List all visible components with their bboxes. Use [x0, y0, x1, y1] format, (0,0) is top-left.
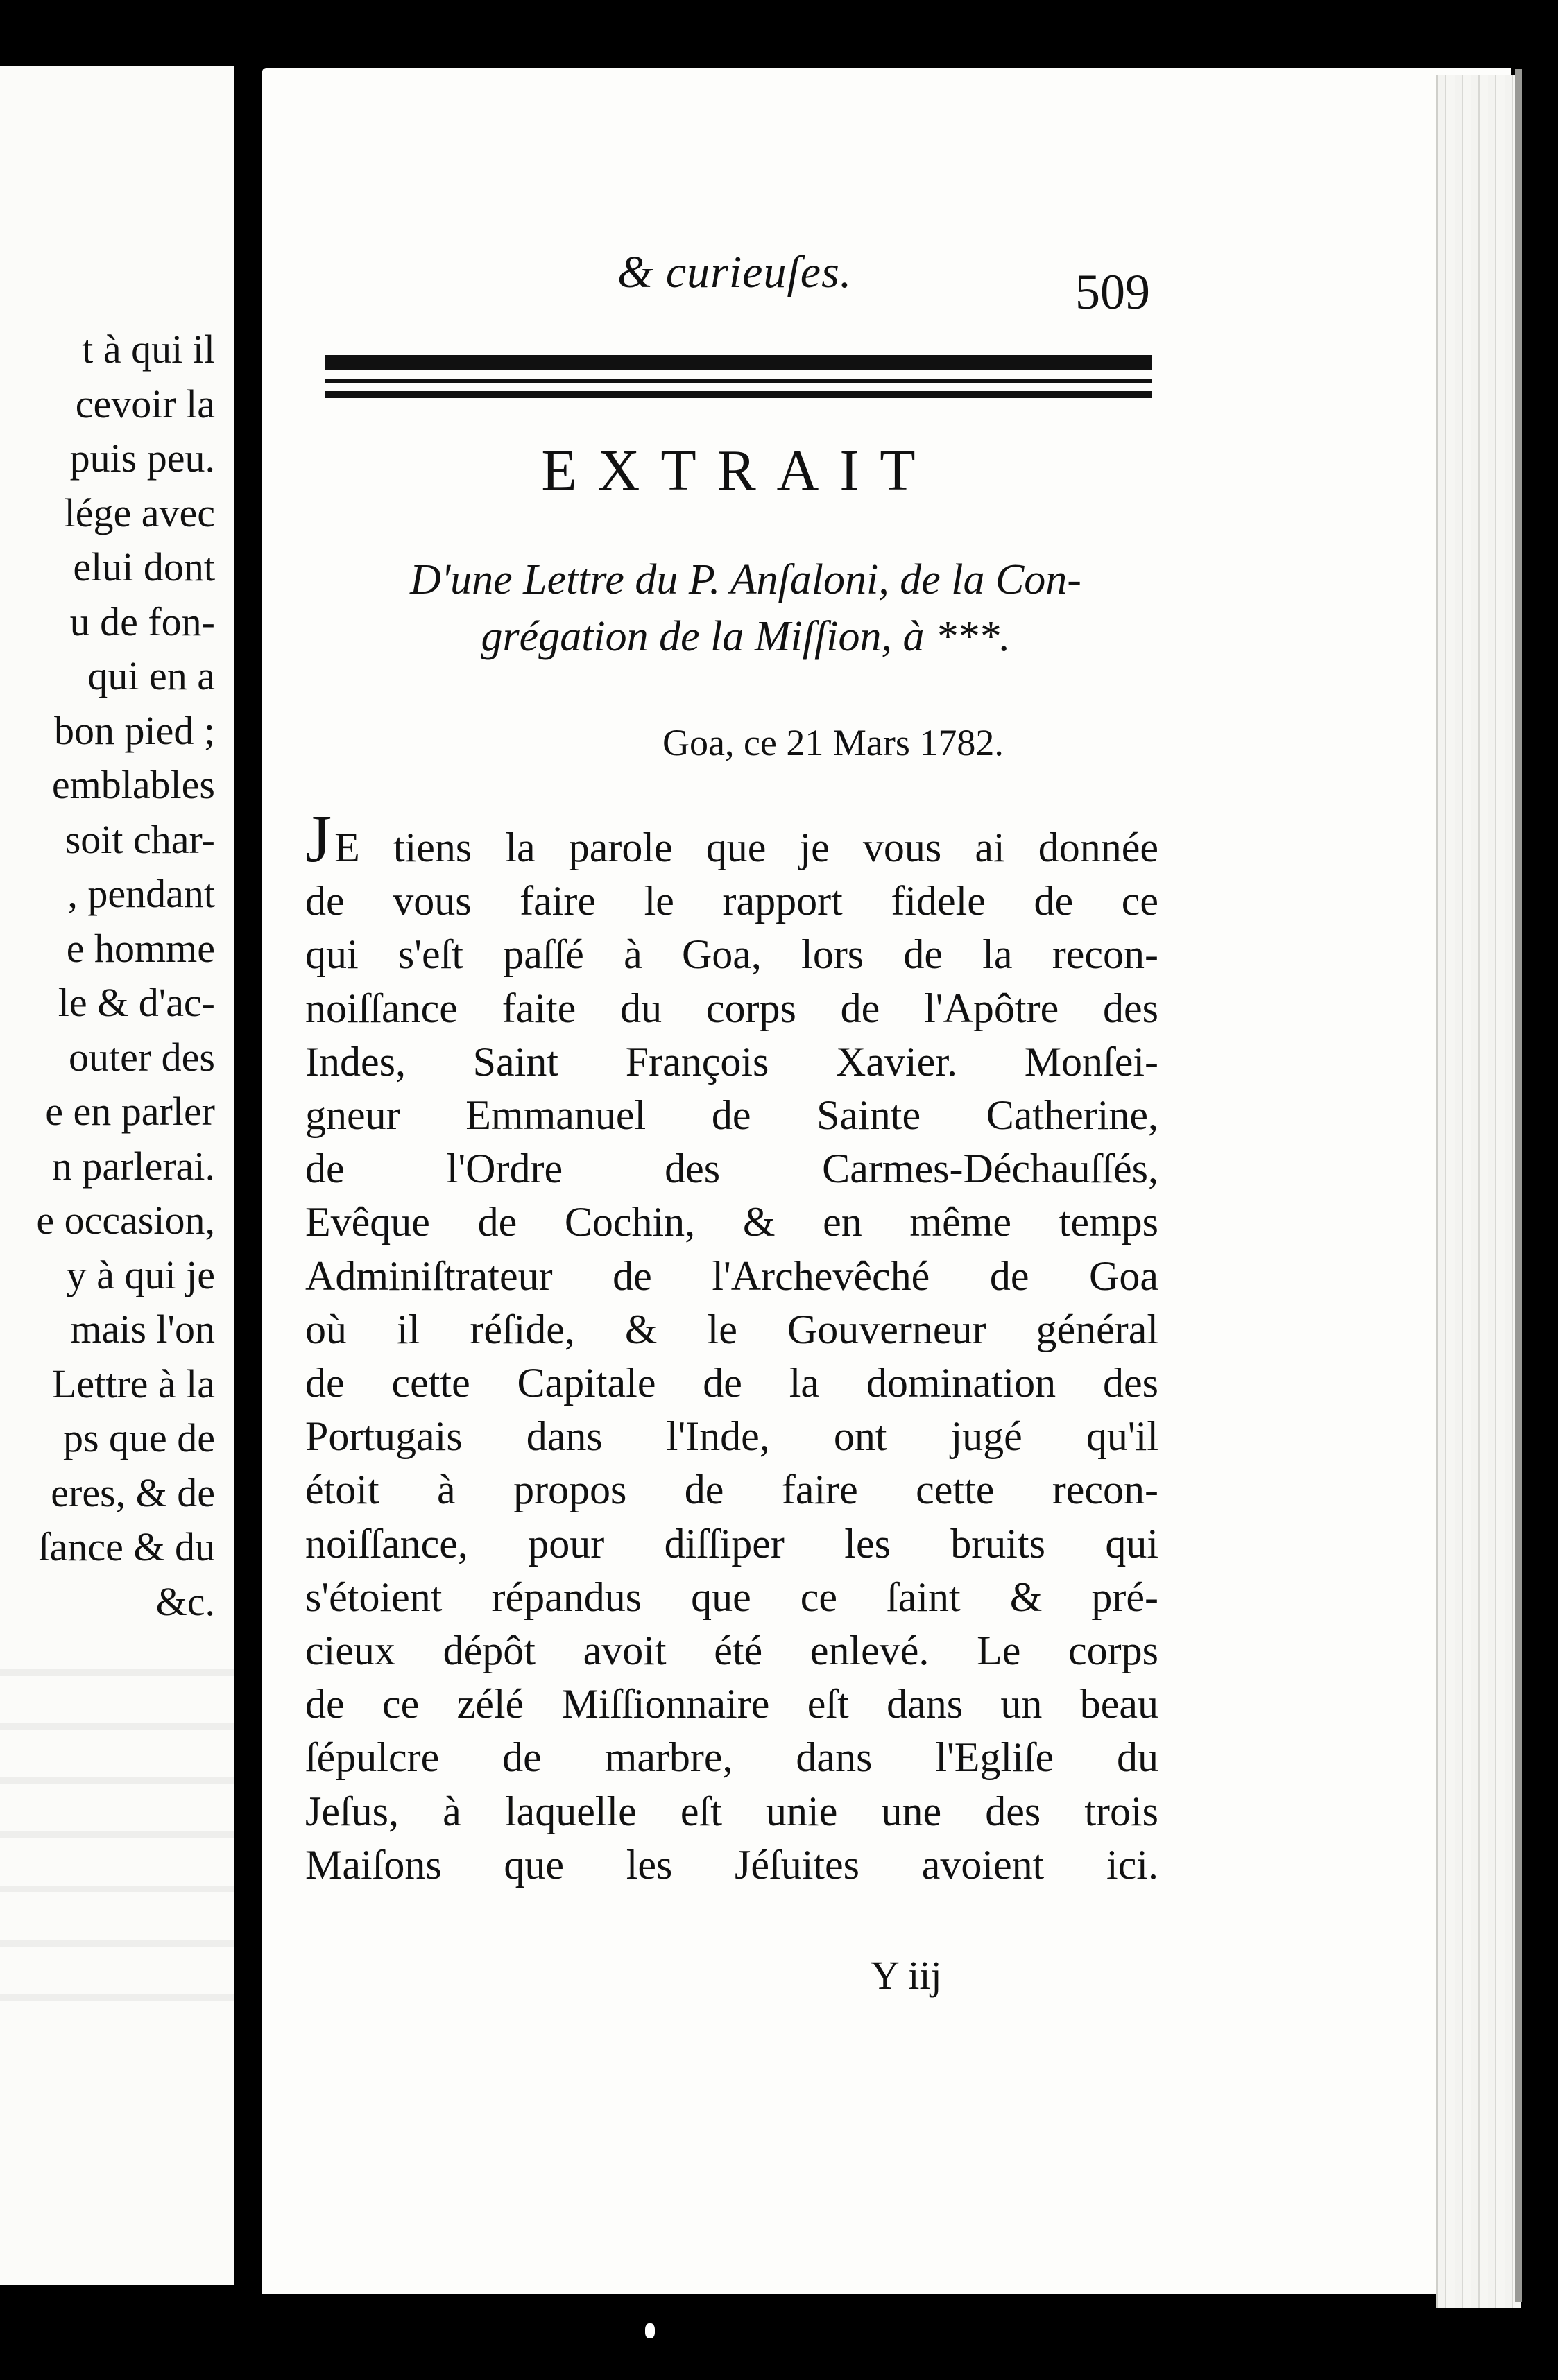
body-line: Evêque de Cochin, & en même temps: [305, 1199, 1158, 1245]
page-stack-edge: [1436, 75, 1521, 2308]
body-line: s'étoient répandus que ce ſaint & pré-: [305, 1573, 1158, 1620]
left-page-text: [0, 322, 215, 1629]
left-line: mais l'on: [70, 1307, 215, 1352]
left-line: , pendant: [67, 871, 215, 916]
left-line: lége avec: [64, 490, 215, 535]
body-line: de l'Ordre des Carmes-Déchauſſés,: [305, 1146, 1158, 1192]
left-line: n parlerai.: [51, 1143, 215, 1189]
left-line: &c.: [155, 1578, 215, 1624]
running-head: & curieuſes.: [617, 247, 853, 298]
dust-speck: [645, 2323, 655, 2338]
header-rule-lower: [325, 391, 1152, 398]
left-line: elui dont: [73, 544, 215, 589]
letter-dateline: Goa, ce 21 Mars 1782.: [662, 722, 1004, 764]
left-line: e occasion,: [36, 1198, 215, 1243]
body-line: cieux dépôt avoit été enlevé. Le corps: [305, 1628, 1158, 1674]
page-number: 509: [1075, 264, 1150, 320]
left-line: ſance & du: [38, 1524, 215, 1569]
left-line: cevoir la: [75, 381, 215, 426]
letter-body: [305, 802, 1158, 1892]
bleed-through-texture: [0, 1633, 234, 2021]
left-line: eres, & de: [51, 1469, 215, 1515]
subtitle-line-1: D'une Lettre du P. Anſaloni, de la Con-: [410, 556, 1081, 603]
left-line: bon pied ;: [54, 707, 215, 753]
body-line: de cette Capitale de la domination des: [305, 1360, 1158, 1406]
body-line: Adminiſtrateur de l'Archevêché de Goa: [305, 1252, 1158, 1299]
left-line: le & d'ac-: [58, 980, 215, 1025]
body-line: de ce zélé Miſſionnaire eſt dans un beau: [305, 1681, 1158, 1727]
left-line: outer des: [69, 1034, 215, 1080]
left-line: e homme: [66, 925, 215, 971]
book-gutter: [234, 0, 261, 2380]
left-facing-page: [0, 66, 234, 2285]
body-line: Jeſus, à laquelle eſt unie une des trois: [305, 1788, 1158, 1834]
left-line: t à qui il: [82, 327, 215, 372]
body-line: qui s'eſt paſſé à Goa, lors de la recon-: [305, 931, 1158, 978]
body-line: de vous faire le rapport fidele de ce: [305, 878, 1158, 924]
body-line: noiſſance faite du corps de l'Apôtre des: [305, 985, 1158, 1031]
body-line: ſépulcre de marbre, dans l'Egliſe du: [305, 1734, 1158, 1781]
body-line: gneur Emmanuel de Sainte Catherine,: [305, 1092, 1158, 1139]
left-line: y à qui je: [66, 1252, 215, 1297]
left-line: puis peu.: [69, 436, 215, 481]
body-line: étoit à propos de faire cette recon-: [305, 1467, 1158, 1513]
left-line: e en parler: [45, 1089, 215, 1134]
drop-cap: J: [305, 802, 332, 877]
page-edge-shadow: [1515, 69, 1522, 2302]
left-line: u de fon-: [69, 598, 215, 644]
left-line: Lettre à la: [51, 1361, 215, 1406]
body-line-first: [305, 802, 1158, 877]
left-line: qui en a: [87, 653, 215, 698]
subtitle-line-2: grégation de la Miſſion, à ***.: [481, 613, 1011, 660]
body-line: Indes, Saint François Xavier. Monſei-: [305, 1038, 1158, 1085]
header-rule-thin: [325, 379, 1152, 383]
section-title: EXTRAIT: [541, 438, 936, 503]
left-line: soit char-: [65, 816, 215, 862]
signature-mark: Y iij: [871, 1953, 942, 1998]
body-line: où il réſide, & le Gouverneur général: [305, 1306, 1158, 1352]
left-line: emblables: [51, 762, 215, 807]
body-line: noiſſance, pour diſſiper les bruits qui: [305, 1520, 1158, 1567]
section-subtitle: [312, 551, 1179, 665]
body-line: Portugais dans l'Inde, ont jugé qu'il: [305, 1413, 1158, 1460]
body-line: Maiſons que les Jéſuites avoient ici.: [305, 1841, 1158, 1888]
body-line-text: E tiens la parole que je vous ai donnée: [334, 825, 1158, 870]
header-rule-thick: [325, 355, 1152, 370]
left-line: ps que de: [62, 1415, 215, 1460]
